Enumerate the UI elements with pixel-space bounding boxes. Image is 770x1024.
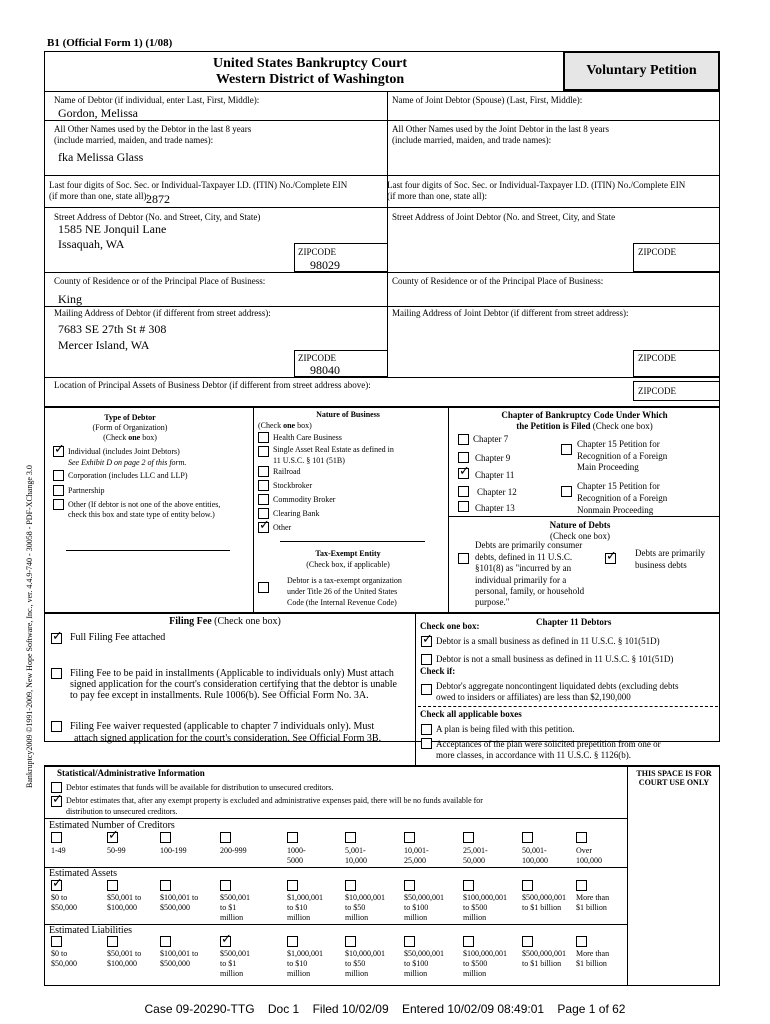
tax-exempt-text-3: Code (the Internal Revenue Code) <box>287 598 397 607</box>
liabilities-range-checkbox[interactable] <box>576 936 587 947</box>
debtor-street-2: Issaquah, WA <box>58 237 125 251</box>
assets-range-label: million <box>404 913 428 922</box>
partnership-checkbox[interactable] <box>53 485 64 496</box>
assets-range-label: $100,000 <box>107 903 137 912</box>
creditors-range-checkbox[interactable] <box>345 832 356 843</box>
full-filing-fee-checkbox[interactable]: ✓ <box>52 629 63 644</box>
liabilities-title: Estimated Liabilities <box>49 925 133 936</box>
liabilities-range-label: $50,001 to <box>107 949 142 958</box>
debtor-mailing-zip-label: ZIPCODE <box>298 353 336 363</box>
assets-range-checkbox[interactable] <box>287 880 298 891</box>
assets-range-label: $500,000,001 <box>522 893 566 902</box>
nature-of-business-title: Nature of Business <box>316 410 380 419</box>
single-asset-label: Single Asset Real Estate as defined in <box>273 445 394 454</box>
chapter-11-debtors-title: Chapter 11 Debtors <box>536 617 612 627</box>
tax-exempt-text-1: Debtor is a tax-exempt organization <box>287 576 402 585</box>
debtor-other-names-label-2: (include married, maiden, and trade names): <box>54 135 214 145</box>
liabilities-range-label: to $1 <box>220 959 237 968</box>
creditors-range-label: 200-999 <box>220 846 247 855</box>
court-use-only-2: COURT USE ONLY <box>638 778 710 787</box>
creditors-range-label: 100,000 <box>522 856 548 865</box>
debtor-name-label: Name of Debtor (if individual, enter Last, First, Middle): <box>54 95 260 105</box>
chapter-12-checkbox[interactable] <box>458 486 469 497</box>
debtor-street-label: Street Address of Debtor (No. and Street, City, and State) <box>54 212 261 222</box>
liabilities-range-label: $50,000 <box>51 959 77 968</box>
creditors-range-label: 5000 <box>287 856 303 865</box>
chapter-15-nonmain-label-1: Chapter 15 Petition for <box>577 481 660 491</box>
creditors-range-checkbox[interactable] <box>404 832 415 843</box>
statistical-title: Statistical/Administrative Information <box>57 768 205 778</box>
debtor-other-names: fka Melissa Glass <box>58 150 144 164</box>
creditors-range-checkbox[interactable] <box>220 832 231 843</box>
chapter-12-label: Chapter 12 <box>477 487 517 497</box>
no-funds-label-1: Debtor estimates that, after any exempt property is excluded and administrative expenses paid, there will be no funds available for <box>66 796 483 805</box>
assets-range-label: million <box>220 913 244 922</box>
debtor-ssn: 2872 <box>146 192 170 206</box>
assets-range-checkbox[interactable] <box>345 880 356 891</box>
chapter-13-checkbox[interactable] <box>458 501 469 512</box>
assets-range-label: $50,000,001 <box>404 893 444 902</box>
software-side-note: Bankruptcy2009 ©1991-2009, New Hope Software, Inc., ver. 4.4.9-740 - 30058 - PDF-XChange 3.0 <box>25 465 34 788</box>
single-asset-label-2: 11 U.S.C. § 101 (51B) <box>273 456 345 465</box>
assets-range-label: to $500 <box>463 903 488 912</box>
form-id: B1 (Official Form 1) (1/08) <box>47 37 173 49</box>
assets-range-label: $1,000,001 <box>287 893 323 902</box>
debtor-name: Gordon, Melissa <box>58 106 138 120</box>
liabilities-range-label: $1 billion <box>576 959 607 968</box>
liabilities-range-checkbox[interactable] <box>287 936 298 947</box>
assets-range-label: $100,001 to <box>160 893 199 902</box>
other-entity-label: Other (If debtor is not one of the above entities, <box>68 500 221 509</box>
nature-of-debts-sub: (Check one box) <box>550 531 610 541</box>
tax-exempt-sub: (Check box, if applicable) <box>306 560 390 569</box>
chapter-15-nonmain-label-2: Recognition of a Foreign <box>577 493 668 503</box>
assets-range-checkbox[interactable] <box>463 880 474 891</box>
assets-range-label: $100,000,001 <box>463 893 507 902</box>
health-care-checkbox[interactable] <box>258 432 269 443</box>
business-debts-label-2: business debts <box>635 560 687 570</box>
assets-range-label: $50,001 to <box>107 893 142 902</box>
debtor-mailing-label: Mailing Address of Debtor (if different from street address): <box>54 308 271 318</box>
liabilities-range-checkbox[interactable] <box>107 936 118 947</box>
installments-label-1: Filing Fee to be paid in installments (Applicable to individuals only) Must attach <box>70 668 394 679</box>
assets-range-checkbox[interactable]: ✓ <box>52 876 63 891</box>
liabilities-range-label: million <box>220 969 244 978</box>
assets-range-label: to $1 <box>220 903 237 912</box>
assets-range-checkbox[interactable] <box>404 880 415 891</box>
type-of-debtor-sub: (Form of Organization) <box>92 423 168 432</box>
installments-label-3: to pay fee except in installments. Rule 1006(b). See Official Form No. 3A. <box>70 690 369 701</box>
assets-range-label: to $100 <box>404 903 429 912</box>
debtor-zip-label: ZIPCODE <box>298 247 336 257</box>
partnership-label: Partnership <box>68 486 105 495</box>
tax-exempt-checkbox[interactable] <box>258 582 269 593</box>
stockbroker-label: Stockbroker <box>273 481 313 490</box>
no-funds-label-2: distribution to unsecured creditors. <box>66 807 178 816</box>
creditors-range-label: 1000- <box>287 846 306 855</box>
assets-range-label: $0 to <box>51 893 68 902</box>
creditors-range-label: Over <box>576 846 592 855</box>
chapter-11-label: Chapter 11 <box>475 470 515 480</box>
creditors-range-checkbox[interactable] <box>160 832 171 843</box>
case-footer: Case 09-20290-TTG Doc 1 Filed 10/02/09 Entered 10/02/09 08:49:01 Page 1 of 62 <box>144 1002 626 1016</box>
creditors-range-label: 100,000 <box>576 856 602 865</box>
check-one-box-label: Check one box: <box>420 621 480 631</box>
joint-street-label: Street Address of Joint Debtor (No. and Street, City, and State <box>392 212 616 222</box>
petition-title: Voluntary Petition <box>586 63 697 78</box>
chapter-title-2: the Petition is Filed (Check one box) <box>516 421 653 431</box>
filing-fee-title: Filing Fee (Check one box) <box>169 616 281 627</box>
consumer-debts-label-4: individual primarily for a <box>475 575 567 585</box>
creditors-range-checkbox[interactable] <box>463 832 474 843</box>
debtor-county-label: County of Residence or of the Principal Place of Business: <box>54 276 266 286</box>
chapter-9-checkbox[interactable] <box>458 452 469 463</box>
aggregate-debts-label-2: owed to insiders or affiliates) are less than $2,190,000 <box>436 692 631 702</box>
corporation-label: Corporation (includes LLC and LLP) <box>68 471 188 480</box>
plan-filed-label: A plan is being filed with this petition. <box>436 724 575 734</box>
liabilities-range-checkbox[interactable] <box>345 936 356 947</box>
liabilities-range-checkbox[interactable] <box>404 936 415 947</box>
debtor-ssn-label: Last four digits of Soc. Sec. or Individual-Taxpayer I.D. (ITIN) No./Complete EIN <box>49 180 348 190</box>
fee-waiver-checkbox[interactable] <box>51 721 62 732</box>
tax-exempt-text-2: under Title 26 of the United States <box>287 587 398 596</box>
creditors-range-label: 5,001- <box>345 846 366 855</box>
chapter-11-checkbox[interactable]: ✓ <box>459 464 470 479</box>
chapter-7-label: Chapter 7 <box>473 434 509 444</box>
business-debts-label-1: Debts are primarily <box>635 548 705 558</box>
court-title: United States Bankruptcy Court <box>212 56 408 71</box>
chapter-9-label: Chapter 9 <box>475 453 511 463</box>
acceptances-label-1: Acceptances of the plan were solicited prepetition from one or <box>436 739 661 749</box>
tax-exempt-title: Tax-Exempt Entity <box>315 549 381 558</box>
joint-other-names-label: All Other Names used by the Joint Debtor in the last 8 years <box>392 124 609 134</box>
commodity-broker-checkbox[interactable] <box>258 494 269 505</box>
debtor-county: King <box>58 292 82 306</box>
liabilities-range-label: $100,000 <box>107 959 137 968</box>
consumer-debts-label-1: Debts are primarily consumer <box>475 540 583 550</box>
joint-zip-label: ZIPCODE <box>638 247 676 257</box>
debtor-mailing-2: Mercer Island, WA <box>58 338 150 352</box>
debtor-mailing-1: 7683 SE 27th St # 308 <box>58 322 167 336</box>
nature-of-debts-title: Nature of Debts <box>549 520 611 530</box>
joint-ssn-label: Last four digits of Soc. Sec. or Individual-Taxpayer I.D. (ITIN) No./Complete EIN <box>387 180 686 190</box>
corporation-checkbox[interactable] <box>53 470 64 481</box>
creditors-range-label: 10,000 <box>345 856 367 865</box>
consumer-debts-label-3: §101(8) as "incurred by an <box>475 563 572 573</box>
district-title: Western District of Washington <box>215 72 405 87</box>
creditors-range-label: 1-49 <box>51 846 66 855</box>
assets-range-label: $10,000,001 <box>345 893 385 902</box>
assets-range-label: million <box>287 913 311 922</box>
liabilities-range-label: to $500 <box>463 959 488 968</box>
assets-range-checkbox[interactable] <box>107 880 118 891</box>
creditors-range-checkbox[interactable] <box>287 832 298 843</box>
assets-range-checkbox[interactable] <box>522 880 533 891</box>
debtor-zip: 98029 <box>310 258 340 272</box>
chapter-15-main-checkbox[interactable] <box>561 444 572 455</box>
consumer-debts-label-5: personal, family, or household <box>475 586 585 596</box>
type-of-debtor-check-one: (Check one box) <box>103 433 157 442</box>
chapter-15-main-label-1: Chapter 15 Petition for <box>577 439 660 449</box>
individual-exhibit-note: See Exhibit D on page 2 of this form. <box>68 458 187 467</box>
chapter-15-nonmain-checkbox[interactable] <box>561 486 572 497</box>
liabilities-range-label: $0 to <box>51 949 68 958</box>
debtor-ssn-label-2: (if more than one, state all): <box>49 191 149 201</box>
clearing-bank-label: Clearing Bank <box>273 509 320 518</box>
assets-range-label: $500,001 <box>220 893 250 902</box>
liabilities-range-checkbox[interactable] <box>463 936 474 947</box>
liabilities-range-label: $500,000,001 <box>522 949 566 958</box>
liabilities-range-label: More than <box>576 949 610 958</box>
fee-waiver-label-1: Filing Fee waiver requested (applicable to chapter 7 individuals only). Must <box>70 721 375 732</box>
joint-name-label: Name of Joint Debtor (Spouse) (Last, First, Middle): <box>392 95 583 105</box>
assets-title: Estimated Assets <box>49 868 118 879</box>
assets-range-label: to $50 <box>345 903 366 912</box>
creditors-range-label: 100-199 <box>160 846 187 855</box>
assets-range-label: More than <box>576 893 610 902</box>
liabilities-range-label: million <box>463 969 487 978</box>
liabilities-range-label: million <box>287 969 311 978</box>
creditors-range-checkbox[interactable] <box>51 832 62 843</box>
court-use-only-1: THIS SPACE IS FOR <box>636 769 712 778</box>
other-business-label: Other <box>273 523 292 532</box>
assets-range-label: $1 billion <box>576 903 607 912</box>
liabilities-range-label: to $1 billion <box>522 959 562 968</box>
creditors-range-label: 50-99 <box>107 846 126 855</box>
consumer-debts-label-6: purpose." <box>475 597 510 607</box>
chapter-7-checkbox[interactable] <box>458 434 469 445</box>
liabilities-range-label: $100,000,001 <box>463 949 507 958</box>
joint-mailing-label: Mailing Address of Joint Debtor (if different from street address): <box>392 308 629 318</box>
liabilities-range-label: $50,000,001 <box>404 949 444 958</box>
debtor-other-names-label: All Other Names used by the Debtor in the last 8 years <box>54 124 252 134</box>
assets-range-checkbox[interactable] <box>160 880 171 891</box>
other-entity-checkbox[interactable] <box>53 499 64 510</box>
individual-checkbox[interactable]: ✓ <box>54 442 65 457</box>
assets-range-checkbox[interactable] <box>576 880 587 891</box>
stockbroker-checkbox[interactable] <box>258 480 269 491</box>
creditors-range-checkbox[interactable] <box>522 832 533 843</box>
health-care-label: Health Care Business <box>273 433 342 442</box>
joint-other-names-label-2: (include married, maiden, and trade names): <box>392 135 552 145</box>
commodity-broker-label: Commodity Broker <box>273 495 336 504</box>
check-all-applicable-label: Check all applicable boxes <box>420 709 522 719</box>
liabilities-range-label: million <box>345 969 369 978</box>
full-filing-fee-label: Full Filing Fee attached <box>70 632 166 643</box>
assets-range-label: million <box>345 913 369 922</box>
other-entity-label-2: check this box and state type of entity below.) <box>68 510 215 519</box>
assets-range-label: to $10 <box>287 903 308 912</box>
liabilities-range-checkbox[interactable] <box>51 936 62 947</box>
creditors-range-label: 25,001- <box>463 846 488 855</box>
consumer-debts-label-2: debts, defined in 11 U.S.C. <box>475 552 573 562</box>
funds-available-label: Debtor estimates that funds will be available for distribution to unsecured creditors. <box>66 783 334 792</box>
creditors-range-checkbox[interactable]: ✓ <box>108 828 119 843</box>
liabilities-range-checkbox[interactable] <box>160 936 171 947</box>
liabilities-range-label: $1,000,001 <box>287 949 323 958</box>
check-if-label: Check if: <box>420 666 456 676</box>
not-small-business-checkbox[interactable] <box>421 654 432 665</box>
liabilities-range-label: to $100 <box>404 959 429 968</box>
no-funds-checkbox[interactable]: ✓ <box>52 792 63 807</box>
assets-range-label: million <box>463 913 487 922</box>
liabilities-range-label: $100,001 to <box>160 949 199 958</box>
creditors-title: Estimated Number of Creditors <box>49 820 175 831</box>
liabilities-range-label: $10,000,001 <box>345 949 385 958</box>
debtor-mailing-zip: 98040 <box>310 363 340 377</box>
aggregate-debts-label-1: Debtor's aggregate noncontingent liquidated debts (excluding debts <box>436 681 679 691</box>
creditors-range-label: 25,000 <box>404 856 426 865</box>
single-asset-checkbox[interactable] <box>258 446 269 457</box>
liabilities-range-label: to $10 <box>287 959 308 968</box>
liabilities-range-label: $500,001 <box>220 949 250 958</box>
liabilities-range-label: to $50 <box>345 959 366 968</box>
chapter-15-main-label-2: Recognition of a Foreign <box>577 451 668 461</box>
installments-label-2: signed application for the court's consideration certifying that the debtor is unable <box>70 679 397 690</box>
installments-checkbox[interactable] <box>51 668 62 679</box>
joint-mailing-zip-label: ZIPCODE <box>638 353 676 363</box>
not-small-business-label: Debtor is not a small business as defined in 11 U.S.C. § 101(51D) <box>436 654 674 664</box>
joint-ssn-label-2: (if more than one, state all): <box>387 191 487 201</box>
nature-of-business-sub: (Check one box) <box>258 421 312 430</box>
chapter-15-nonmain-label-3: Nonmain Proceeding <box>577 505 654 515</box>
assets-range-label: $500,000 <box>160 903 190 912</box>
railroad-label: Railroad <box>273 467 301 476</box>
assets-range-label: $50,000 <box>51 903 77 912</box>
debtor-street-1: 1585 NE Jonquil Lane <box>58 222 167 236</box>
assets-range-checkbox[interactable] <box>220 880 231 891</box>
assets-range-label: to $1 billion <box>522 903 562 912</box>
creditors-range-checkbox[interactable] <box>576 832 587 843</box>
fee-waiver-label-2: attach signed application for the court's consideration. See Official Form 3B. <box>74 733 382 744</box>
consumer-debts-checkbox[interactable] <box>458 553 469 564</box>
chapter-title: Chapter of Bankruptcy Code Under Which <box>501 410 668 420</box>
aggregate-debts-checkbox[interactable] <box>421 684 432 695</box>
creditors-range-label: 10,001- <box>404 846 429 855</box>
acceptances-checkbox[interactable] <box>421 738 432 749</box>
creditors-range-label: 50,001- <box>522 846 547 855</box>
chapter-13-label: Chapter 13 <box>475 503 515 513</box>
liabilities-range-checkbox[interactable] <box>522 936 533 947</box>
small-business-checkbox[interactable]: ✓ <box>422 632 433 647</box>
location-label: Location of Principal Assets of Business Debtor (if different from street address above): <box>54 380 371 390</box>
business-debts-checkbox[interactable]: ✓ <box>606 549 617 564</box>
small-business-label: Debtor is a small business as defined in 11 U.S.C. § 101(51D) <box>436 636 660 646</box>
railroad-checkbox[interactable] <box>258 466 269 477</box>
creditors-range-label: 50,000 <box>463 856 485 865</box>
liabilities-range-label: $500,000 <box>160 959 190 968</box>
individual-label: Individual (includes Joint Debtors) <box>68 447 180 456</box>
other-business-checkbox[interactable]: ✓ <box>259 518 270 533</box>
chapter-15-main-label-3: Main Proceeding <box>577 462 639 472</box>
liabilities-range-label: million <box>404 969 428 978</box>
location-zip-label: ZIPCODE <box>638 386 676 396</box>
type-of-debtor-title: Type of Debtor <box>104 413 156 422</box>
joint-county-label: County of Residence or of the Principal Place of Business: <box>392 276 604 286</box>
acceptances-label-2: more classes, in accordance with 11 U.S.C. § 1126(b). <box>436 750 632 760</box>
liabilities-range-checkbox[interactable]: ✓ <box>221 932 232 947</box>
plan-filed-checkbox[interactable] <box>421 724 432 735</box>
